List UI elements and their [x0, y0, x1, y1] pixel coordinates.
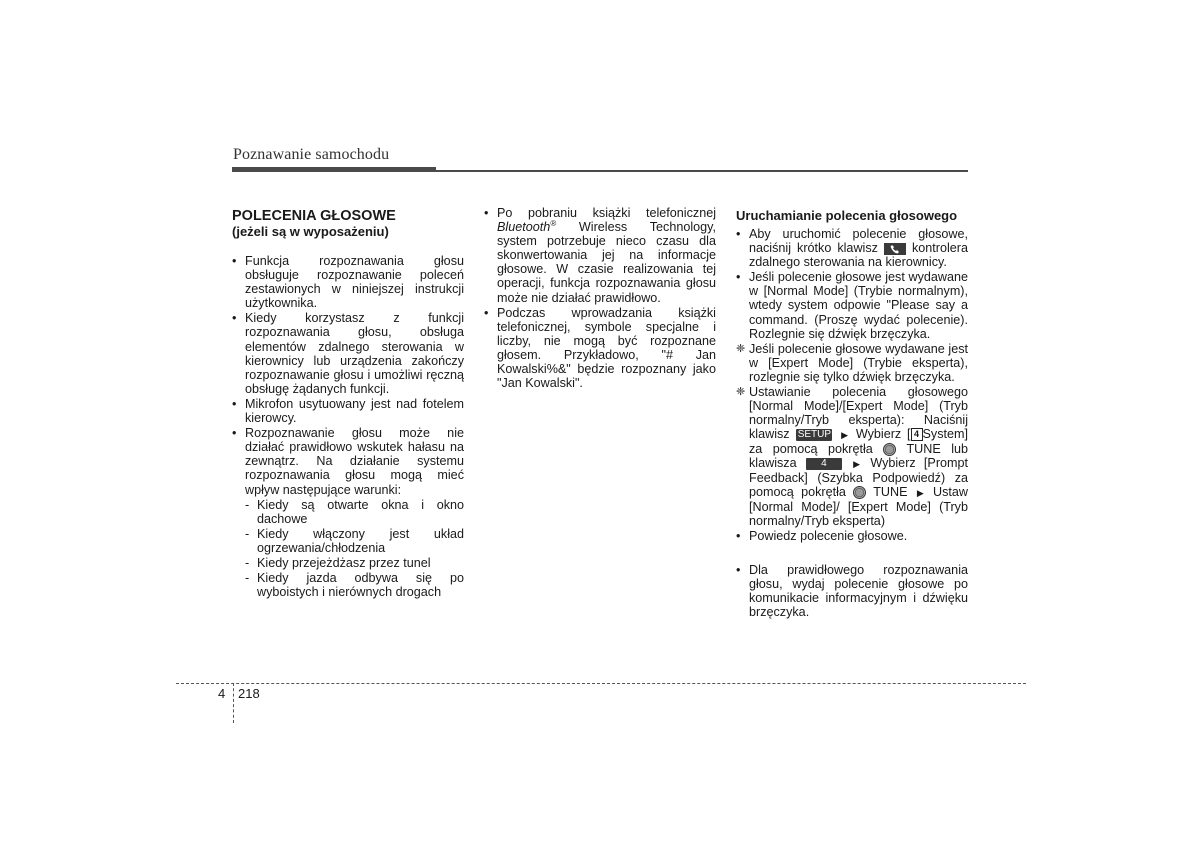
- chapter-number: 4: [218, 686, 226, 701]
- condition-list: [245, 498, 464, 600]
- number-box-icon: 4: [911, 428, 923, 441]
- footer-vertical-rule: [233, 683, 234, 723]
- arrow-right-icon: ▶: [853, 458, 861, 469]
- list-item: • Kiedy korzystasz z funkcji rozpoznawania głosu, obsługa elementów zdalnego sterowania w kierownicy lub urządzenia zakończy rozpoznawanie głosu i umożliwi ręczną obsługę żądanych funkcji.: [232, 311, 464, 396]
- note-item: [736, 385, 968, 528]
- arrow-right-icon: ▶: [841, 429, 849, 440]
- note-text: Wybierz [: [855, 427, 911, 442]
- tune-knob-icon: [883, 443, 896, 456]
- footer-rule: [176, 683, 1026, 684]
- list-item: • Mikrofon usytuowany jest nad fotelem kierowcy.: [232, 397, 464, 425]
- section-subheading: (jeżeli są w wyposażeniu): [232, 224, 389, 239]
- note-text: Ustawianie polecenia głosowego [Normal Mode]/[Expert Mode] (Tryb normalny/Tryb eksperta): Naciśnij klawisz: [749, 385, 968, 442]
- list-item: • Jeśli polecenie głosowe jest wydawane w [Normal Mode] (Trybie normalnym), wtedy system odpowie "Please say a command. (Proszę wydać polecenie). Rozlegnie się dźwięk brzęczyka.: [736, 270, 968, 340]
- header-rule-thick: [232, 167, 436, 172]
- list-item: [484, 206, 716, 305]
- note-text: TUNE lub klawisza: [749, 442, 968, 471]
- running-header: Poznawanie samochodu: [233, 146, 390, 163]
- bullet-list: [484, 206, 716, 390]
- list-item: [232, 426, 464, 599]
- list-item-text: Wireless Technology, system potrzebuje nieco czasu dla skonwertowania jej na informacje głosowe. W czasie realizowania tej operacji, funkcja rozpoznawania głosu może nie działać prawidłowo.: [497, 220, 716, 305]
- note-text: Ustaw [Normal Mode]/ [Expert Mode] (Tryb normalny/Tryb eksperta): [749, 485, 969, 528]
- key-4: 4: [806, 458, 842, 470]
- condition-item: - Kiedy włączony jest układ ogrzewania/chłodzenia: [245, 527, 464, 555]
- list-item-text: kontrolera zdalnego sterowania na kierownicy.: [749, 241, 969, 270]
- phone-key-icon: [884, 243, 906, 255]
- list-item: • Podczas wprowadzania książki telefonicznej, symbole specjalne i liczby, nie mogą być rozpoznane głosem. Przykładowo, "# Jan Kowalski%&" będzie rozpoznany jako "Jan Kowalski".: [484, 306, 716, 391]
- list-item: • Funkcja rozpoznawania głosu obsługuje rozpoznawanie poleceń zestawionych w niniejszej instrukcji użytkownika.: [232, 254, 464, 310]
- bluetooth-term: Bluetooth: [497, 220, 551, 235]
- condition-item: - Kiedy jazda odbywa się po wyboistych i nierównych drogach: [245, 571, 464, 599]
- column-3: [736, 206, 968, 620]
- column-2: [484, 206, 716, 391]
- note-text: System] za pomocą pokrętła: [749, 427, 969, 457]
- header-rule-thin: [436, 170, 968, 172]
- page-number: 218: [238, 686, 260, 701]
- registered-mark: ®: [550, 218, 557, 228]
- list-item: • Dla prawidłowego rozpoznawania głosu, wydaj polecenie głosowe po komunikacie informacyjnym i dźwięku brzęczyka.: [736, 563, 968, 619]
- setup-key: SETUP: [797, 428, 832, 440]
- note-text: Wybierz [Prompt Feedback] (Szybka Podpowiedź) za pomocą pokrętła: [749, 456, 969, 500]
- list-item: [736, 227, 968, 269]
- list-item: • Powiedz polecenie głosowe.: [736, 529, 968, 543]
- arrow-right-icon: ▶: [916, 487, 924, 498]
- bullet-list: [736, 227, 968, 619]
- column-1: [232, 206, 464, 600]
- section-heading: POLECENIA GŁOSOWE: [232, 208, 396, 224]
- note-item: ❈ Jeśli polecenie głosowe wydawane jest w [Expert Mode] (Trybie eksperta), rozlegnie się tylko dźwięk brzęczyka.: [736, 342, 968, 384]
- tune-knob-icon: [853, 486, 866, 499]
- list-item-text: Rozpoznawanie głosu może nie działać prawidłowo wskutek hałasu na zewnątrz. Na działanie systemu rozpoznawania głosu mogą mieć wpływ następujące warunki:: [245, 426, 464, 497]
- list-item-text: Po pobraniu książki telefonicznej: [497, 206, 716, 220]
- note-text: TUNE: [873, 485, 908, 500]
- list-item-text: Aby uruchomić polecenie głosowe, naciśnij krótko klawisz: [749, 227, 968, 256]
- condition-item: - Kiedy przejeżdżasz przez tunel: [245, 556, 464, 570]
- condition-item: - Kiedy są otwarte okna i okno dachowe: [245, 498, 464, 526]
- bullet-list: [232, 254, 464, 599]
- section-heading: Uruchamianie polecenia głosowego: [736, 208, 958, 223]
